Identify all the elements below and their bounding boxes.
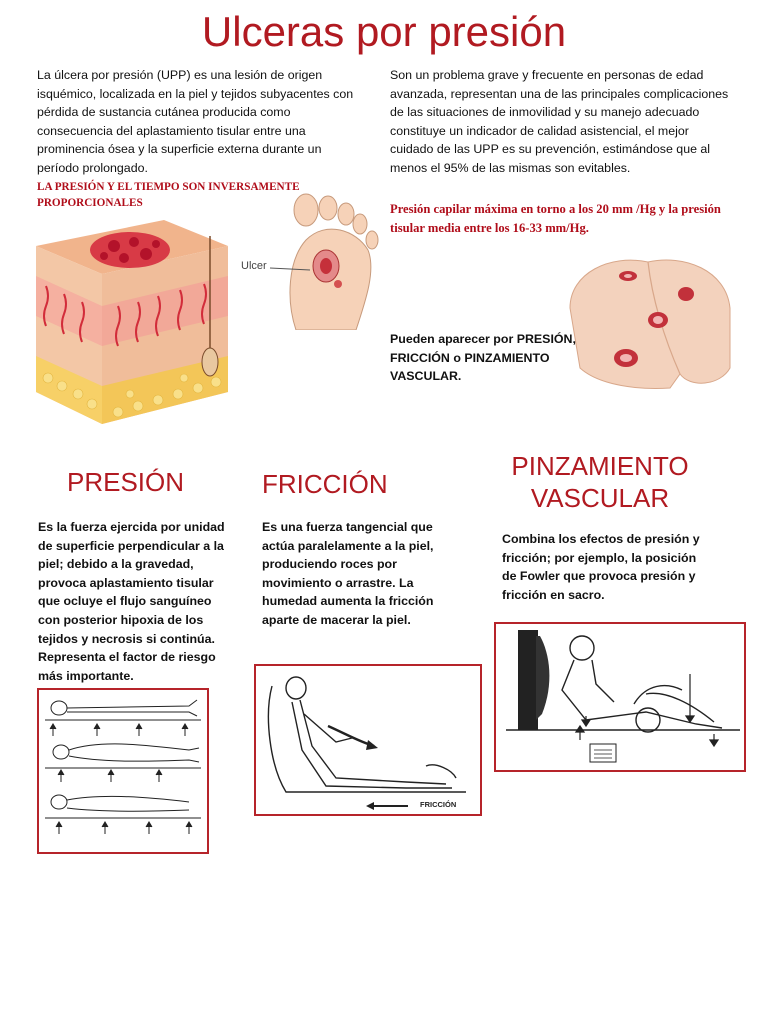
heading-pinzamiento-line1: PINZAMIENTO — [511, 451, 689, 481]
pressure-values-note: Presión capilar máxima en torno a los 20 mm /Hg y la presión tisular media entre los 16-33 mm/Hg. — [390, 202, 721, 235]
heading-pinzamiento-line2: VASCULAR — [530, 483, 670, 513]
friccion-diagram — [254, 664, 482, 816]
pinzamiento-text: Combina los efectos de presión y fricción; por ejemplo, la posición de Fowler que provoca presión y fricción en sacro. — [502, 532, 700, 602]
ulcer-label: Ulcer — [241, 260, 267, 272]
presion-text: Es la fuerza ejercida por unidad de superficie perpendicular a la piel; debido a la gravedad, provoca aplastamiento tisular que ocluye el flujo sanguíneo con posterior hipoxia de los tejidos y necrosis si continúa. Representa el factor de riesgo más importante. — [38, 520, 225, 683]
friccion-text: Es una fuerza tangencial que actúa paralelamente a la piel, produciendo roces por movimiento o arrastre. La humedad aumenta la fricción aparte de macerar la piel. — [262, 520, 434, 627]
heading-presion: PRESIÓN — [67, 467, 185, 497]
friccion-diagram-label: FRICCIÓN — [420, 800, 457, 809]
pinzamiento-diagram — [494, 622, 746, 772]
presion-diagram — [37, 688, 209, 854]
inverse-proportion-note: LA PRESIÓN Y EL TIEMPO SON INVERSAMENTE PROPORCIONALES — [37, 181, 300, 209]
causes-paragraph: Pueden aparecer por PRESIÓN, FRICCIÓN o PINZAMIENTO VASCULAR. — [390, 332, 576, 384]
skin-tissue-illustration — [34, 216, 230, 426]
heading-friccion: FRICCIÓN — [262, 469, 388, 499]
problem-paragraph: Son un problema grave y frecuente en personas de edad avanzada, representan una de las principales complicaciones de las situaciones de inmovilidad y su manejo adecuado constituye un indicador de calidad asistencial, el mejor cuidado de las UPP es su prevención, estimándose que al menos el 95% de las mismas son evitables. — [390, 68, 729, 175]
heading-pinzamiento — [480, 450, 720, 514]
definition-paragraph: La úlcera por presión (UPP) es una lesión de origen isquémico, localizada en la piel y tejidos subyacentes con pérdida de sustancia cutánea producida como consecuencia del aplastamiento tisular entre una prominencia ósea y la superficie externa durante un período prolongado. — [37, 68, 354, 175]
page-title: Ulceras por presión — [201, 8, 567, 55]
